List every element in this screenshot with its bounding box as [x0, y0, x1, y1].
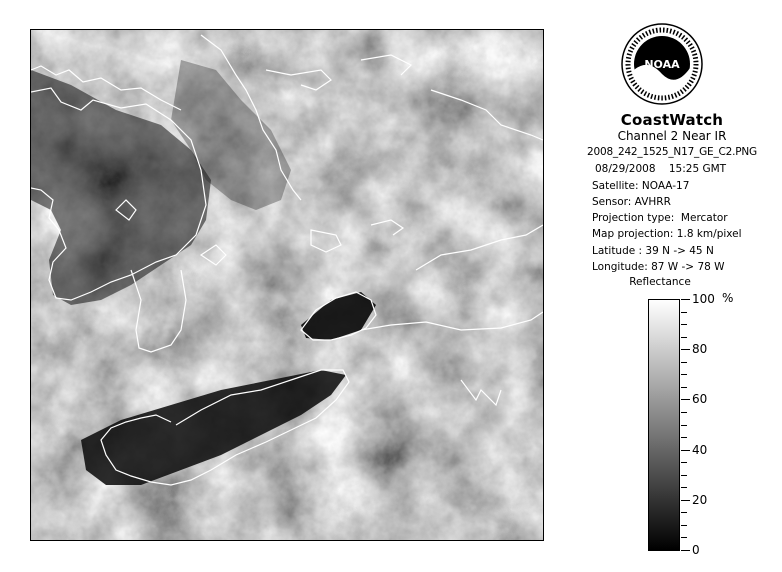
colorbar-minor-tick — [681, 487, 687, 488]
channel-name: Channel 2 Near IR — [617, 129, 727, 143]
legend-title: Reflectance — [629, 276, 691, 288]
colorbar-minor-tick — [681, 387, 687, 388]
noaa-logo — [620, 22, 704, 106]
sensor-info: Sensor: AVHRR — [592, 196, 671, 208]
satellite-image — [31, 30, 543, 540]
colorbar-major-tick — [681, 450, 690, 451]
colorbar-major-tick — [681, 399, 690, 400]
map-projection: Map projection: 1.8 km/pixel — [592, 228, 742, 240]
logo-text: NOAA — [644, 58, 680, 71]
colorbar-major-tick — [681, 500, 690, 501]
projection-type: Projection type: Mercator — [592, 212, 728, 224]
colorbar-minor-tick — [681, 525, 687, 526]
satellite-image-panel — [30, 29, 544, 541]
colorbar-major-tick — [681, 550, 690, 551]
colorbar-minor-tick — [681, 337, 687, 338]
colorbar-label: 0 — [692, 543, 700, 557]
colorbar-minor-tick — [681, 537, 687, 538]
colorbar-minor-tick — [681, 512, 687, 513]
colorbar-label: 80 — [692, 342, 708, 356]
colorbar-minor-tick — [681, 312, 687, 313]
colorbar-label: 40 — [692, 443, 708, 457]
colorbar-minor-tick — [681, 324, 687, 325]
reflectance-colorbar — [648, 299, 680, 551]
longitude-range: Longitude: 87 W -> 78 W — [592, 261, 725, 273]
colorbar-major-tick — [681, 349, 690, 350]
colorbar-minor-tick — [681, 437, 687, 438]
colorbar-minor-tick — [681, 462, 687, 463]
product-title: CoastWatch — [620, 111, 724, 129]
file-name: 2008_242_1525_N17_GE_C2.PNG — [587, 146, 757, 158]
colorbar-minor-tick — [681, 475, 687, 476]
colorbar-label: 60 — [692, 392, 708, 406]
latitude-range: Latitude : 39 N -> 45 N — [592, 245, 714, 257]
acquisition-datetime: 08/29/2008 15:25 GMT — [595, 163, 727, 175]
satellite-info: Satellite: NOAA-17 — [592, 180, 690, 192]
colorbar-minor-tick — [681, 374, 687, 375]
legend-unit: % — [722, 291, 734, 305]
colorbar-minor-tick — [681, 412, 687, 413]
colorbar-minor-tick — [681, 362, 687, 363]
colorbar-label: 100 — [692, 292, 715, 306]
colorbar-major-tick — [681, 299, 690, 300]
colorbar-minor-tick — [681, 425, 687, 426]
colorbar-label: 20 — [692, 493, 708, 507]
noaa-logo-icon — [620, 22, 704, 106]
